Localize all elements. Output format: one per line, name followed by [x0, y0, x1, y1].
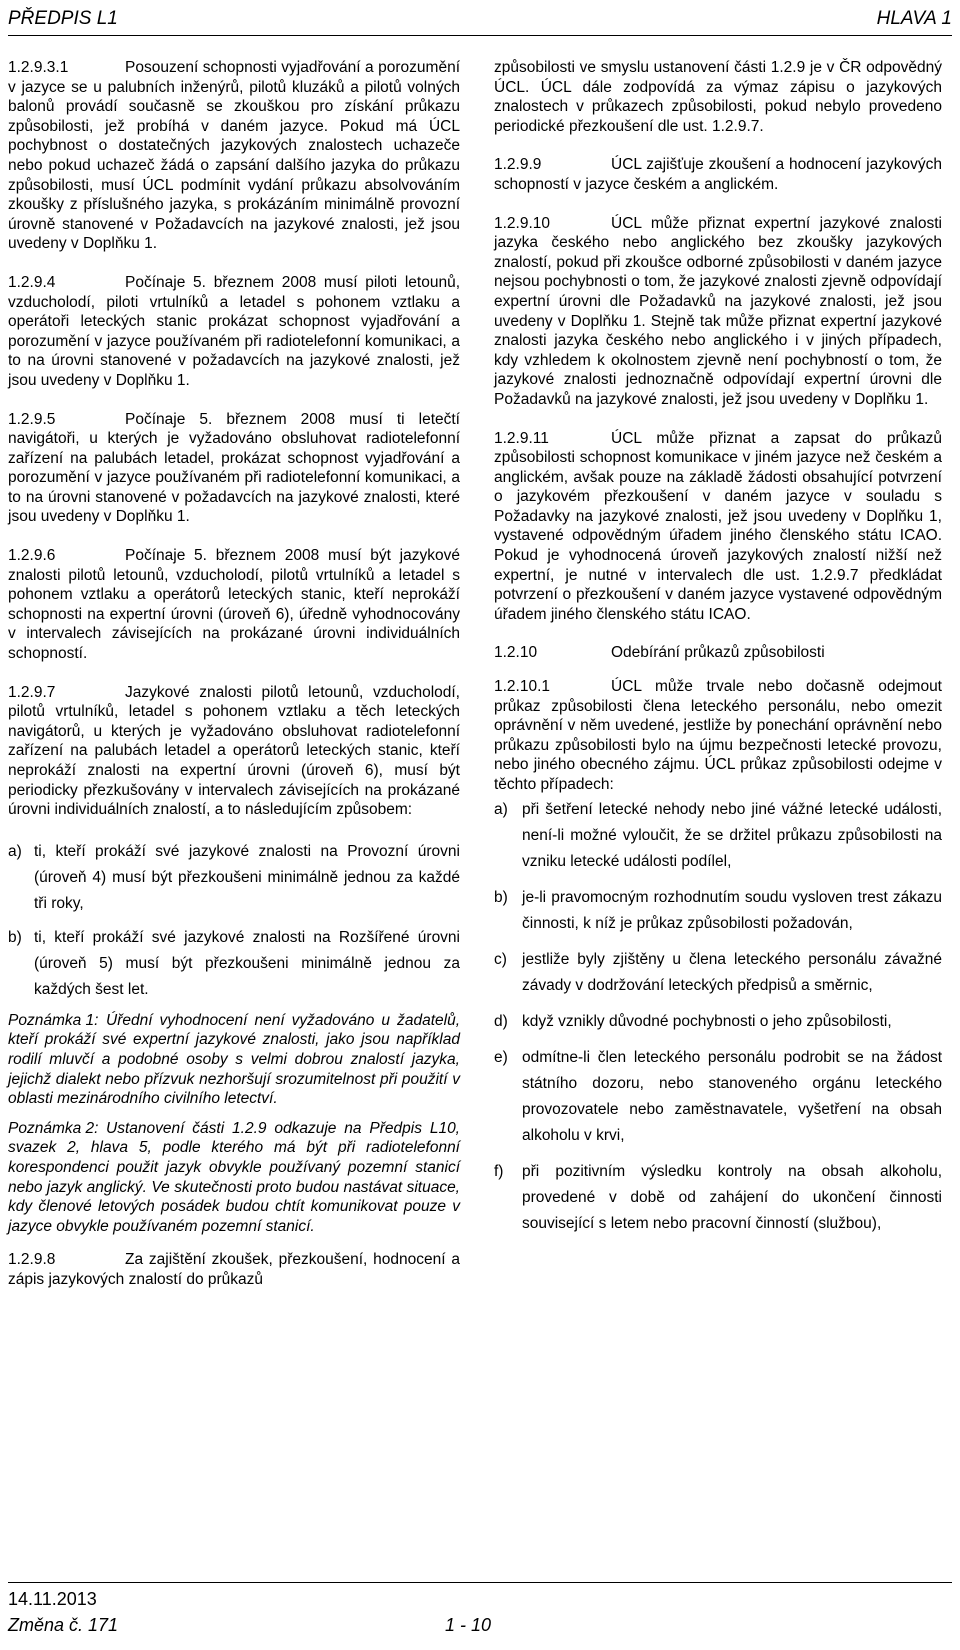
note-2 — [8, 1119, 460, 1237]
page-header — [8, 6, 952, 36]
list-item-text: odmítne-li člen leteckého personálu podrobit se na žádost státního dozoru, nebo stanoveného orgánu leteckého provozovatele nebo zaměstnavatele, vyšetření na obsah alkoholu v krvi, — [522, 1048, 942, 1144]
left-column — [8, 58, 460, 1309]
footer-date: 14.11.2013 — [8, 1589, 97, 1609]
paragraph-number: 1.2.9.4 — [8, 273, 56, 291]
paragraph-number: 1.2.9.7 — [8, 683, 56, 701]
note-label: Poznámka 1: — [8, 1011, 99, 1029]
heading-text: Odebírání průkazů způsobilosti — [611, 644, 825, 662]
paragraph-number: 1.2.9.3.1 — [8, 59, 69, 76]
paragraph-text: Počínaje 5. březnem 2008 musí ti letečtí navigátoři, u kterých je vyžadováno obsluhovat radiotelefonní zařízení na palubách letadel, prokázat schopnost vyjadřování a porozumění v jazyce používaném při radiotelefonní komunikaci, a to na úrovni stanovené v požadavcích na jazykové znalosti, které jsou uvedeny v Doplňku 1. — [8, 410, 460, 526]
right-column — [494, 58, 942, 1247]
header-chapter: HLAVA 1 — [876, 8, 952, 29]
list-marker: a) — [8, 842, 22, 860]
list-item — [494, 947, 942, 999]
paragraph-number: 1.2.9.9 — [494, 156, 542, 174]
paragraph-1-2-9-7 — [8, 683, 460, 820]
paragraph-1-2-10-1 — [494, 677, 942, 795]
paragraph-number: 1.2.10.1 — [494, 678, 551, 696]
section-heading — [494, 643, 942, 663]
paragraph-text: Počínaje 5. březnem 2008 musí piloti letounů, vzducholodí, piloti vrtulníků a letadel s pohonem vztlaku a operátoři leteckých stanic prokázat schopnost vyjadřování a porozumění v jazyce používaném při radiotelefonní komunikaci, a to na úrovni stanovené v požadavcích na jazykové znalosti, jež jsou uvedeny v Doplňku 1. — [8, 273, 460, 389]
list-marker: d) — [494, 1012, 508, 1030]
list-marker: f) — [494, 1162, 504, 1180]
note-text: Ustanovení části 1.2.9 odkazuje na Předpis L10, svazek 2, hlava 5, podle kterého má být při radiotelefonní korespondenci použit jazyk obvykle používaný pozemní stanicí nebo jazyk anglický. Ve skutečnosti proto budou nastávat situace, kdy členové letových posádek budou chtít komunikovat pouze v jazyce obvykle používaném pozemní stanicí. — [8, 1119, 460, 1235]
paragraph-text: Posouzení schopnosti vyjadřování a porozumění v jazyce se u palubních inženýrů, pilotů kluzáků a pilotů volných balonů provádí současně se zkouškou pro získání průkazu způsobilosti, jež probíhá v daném jazyce. Pokud má ÚCL pochybnost o dostatečných jazykových znalostech uchazeče nebo pokud uchazeč žádá o zapsání dalšího jazyka do průkazu způsobilosti, musí ÚCL podmínit vydání průkazu absolvováním zkoušky z příslušného jazyka, s prokázáním minimálně provozní úrovně stanovené v Požadavcích na jazykové znalosti, jež jsou uvedeny v Doplňku 1. — [8, 59, 460, 253]
list-item — [8, 839, 460, 917]
note-label: Poznámka 2: — [8, 1119, 99, 1137]
list-item — [494, 797, 942, 875]
paragraph-1-2-9-5 — [8, 410, 460, 528]
list-item-text: při šetření letecké nehody nebo jiné vážné letecké události, není-li možné vyloučit, že se držitel průkazu způsobilosti na vzniku letecké události podílel, — [522, 800, 942, 870]
paragraph-number: 1.2.9.8 — [8, 1251, 56, 1269]
paragraph-number: 1.2.9.10 — [494, 214, 551, 232]
footer-change: Změna č. 171 — [8, 1615, 119, 1635]
paragraph-number: 1.2.9.5 — [8, 410, 56, 428]
paragraph-1-2-9-8-continued: způsobilosti ve smyslu ustanovení části 1.2.9 je v ČR odpovědný ÚCL. ÚCL dále zodpovídá za výmaz zápisu o jazykových znalostech v průkazech způsobilosti, pokud nebylo provedeno periodické přezkoušení dle ust. 1.2.9.7. — [494, 59, 942, 135]
header-document-title: PŘEDPIS L1 — [8, 8, 118, 29]
heading-number: 1.2.10 — [494, 644, 538, 662]
footer-page-number: 1 - 10 — [445, 1615, 492, 1635]
paragraph-text: Za zajištění zkoušek, přezkoušení, hodnocení a zápis jazykových znalostí do průkazů — [8, 1251, 460, 1288]
revocation-list — [494, 797, 942, 1237]
paragraph-1-2-9-6 — [8, 546, 460, 664]
paragraph-1-2-9-8 — [8, 1250, 460, 1289]
paragraph-text: ÚCL může přiznat a zapsat do průkazů způsobilosti schopnost komunikace v jiném jazyce než českém a anglickém, avšak pouze na základě žádosti obsahující potvrzení o jazykovém přezkoušení v daném jazyce v souladu s Požadavky na jazykové znalosti, jež jsou uvedeny v Doplňku 1, vystavené odpovědným úřadem jiného členského státu ICAO. Pokud je vyhodnocená úroveň jazykových znalostí nižší než expertní, je nutné v intervalech dle ust. 1.2.9.7 předkládat potvrzení o přezkoušení v daném jazyce vystavené odpovědným úřadem jiného členského státu ICAO. — [494, 429, 942, 623]
list-item-text: ti, kteří prokáží své jazykové znalosti na Rozšířené úrovni (úroveň 5) musí být přezkoušeni minimálně jednou za každých šest let. — [34, 928, 460, 998]
list-item-text: jestliže byly zjištěny u člena leteckého personálu závažné závady v dodržování leteckých předpisů a směrnic, — [522, 950, 942, 994]
list-marker: e) — [494, 1048, 508, 1066]
paragraph-number: 1.2.9.11 — [494, 429, 549, 447]
page-footer — [8, 1582, 952, 1650]
list-item-text: při pozitivním výsledku kontroly na obsah alkoholu, provedené v době od zahájení do ukončení činnosti související s letem nebo pracovní činností (službou), — [522, 1162, 942, 1232]
paragraph-1-2-9-10 — [494, 214, 942, 410]
list-item — [494, 1159, 942, 1237]
paragraph-text: ÚCL může přiznat expertní jazykové znalosti jazyka českého nebo anglického bez zkoušky jazykových znalostí, pokud při zkoušce odborné způsobilosti v daném jazyce nejsou pochybnosti o tom, že jazykové znalosti zjevně odpovídají expertní úrovni dle Požadavků na jazykové znalosti, jež jsou uvedeny v Doplňku 1. Stejně tak může přiznat expertní jazykové znalosti jazyka českého nebo anglického i v jiných případech, kdy vzhledem k okolnostem zjevně není pochybností o tom, že jazykové znalosti jednoznačně odpovídají expertní úrovni dle Požadavků na jazykové znalosti, jež jsou uvedeny v Doplňku 1. — [494, 214, 942, 408]
list-item — [8, 925, 460, 1003]
list-marker: c) — [494, 950, 507, 968]
note-text: Úřední vyhodnocení není vyžadováno u žadatelů, kteří prokáží své expertní jazykové znalosti, jako jsou například rodilí mluvčí a podobné osoby s velmi dobrou znalostí jazyka, jejichž dialekt nebo přízvuk nezhoršují srozumitelnost při použití v oblasti mezinárodního civilního letectví. — [8, 1011, 460, 1108]
list-item-text: je-li pravomocným rozhodnutím soudu vysloven trest zákazu činnosti, k níž je průkaz způsobilosti požadován, — [522, 888, 942, 932]
interval-list — [8, 839, 460, 1003]
list-marker: a) — [494, 800, 508, 818]
paragraph-1-2-9-4 — [8, 273, 460, 391]
list-item-text: když vznikly důvodné pochybnosti o jeho způsobilosti, — [522, 1012, 892, 1030]
paragraph-number: 1.2.9.6 — [8, 547, 56, 565]
note-1 — [8, 1011, 460, 1109]
paragraph-1-2-9-11 — [494, 429, 942, 625]
list-item-text: ti, kteří prokáží své jazykové znalosti na Provozní úrovni (úroveň 4) musí být přezkoušeni minimálně jednou za každé tři roky, — [34, 842, 460, 912]
paragraph-text: ÚCL zajišťuje zkoušení a hodnocení jazykových schopností v jazyce českém a anglickém. — [494, 156, 942, 193]
paragraph-1-2-9-3-1 — [8, 58, 460, 254]
list-marker: b) — [8, 928, 22, 946]
paragraph-text: ÚCL může trvale nebo dočasně odejmout průkaz způsobilosti člena leteckého personálu, nebo omezit oprávnění v něm uvedené, jestliže by ponechání oprávnění nebo průkazu způsobilosti bylo na újmu bezpečnosti letecké provozu, nebo jiného obecného zájmu. ÚCL průkaz způsobilosti odejme v těchto případech: — [494, 678, 942, 793]
list-item — [494, 1045, 942, 1149]
paragraph-1-2-9-9 — [494, 155, 942, 194]
paragraph-text: Počínaje 5. březnem 2008 musí být jazykové znalosti pilotů letounů, vzducholodí, pilotů vrtulníků a letadel s pohonem vztlaku a operátorů leteckých stanic, kteří neprokáží schopnosti na expertní úrovni (úroveň 6), úředně vyhodnocovány v intervalech závisejících na prokázané úrovni individuálních schopností. — [8, 547, 460, 663]
list-marker: b) — [494, 888, 508, 906]
list-item — [494, 1009, 942, 1035]
list-item — [494, 885, 942, 937]
paragraph-text: Jazykové znalosti pilotů letounů, vzducholodí, pilotů vrtulníků, letadel s pohonem vztlaku a těch leteckých navigátorů, u kterých je vyžadováno obsluhovat radiotelefonní zařízení na palubách letadel a operátorů leteckých stanic, kteří neprokáží znalosti na expertní úrovni (úroveň 6), musí být periodicky přezkušovány v intervalech závisejících na prokázané úrovni individuálních znalostí, a to následujícím způsobem: — [8, 683, 460, 819]
